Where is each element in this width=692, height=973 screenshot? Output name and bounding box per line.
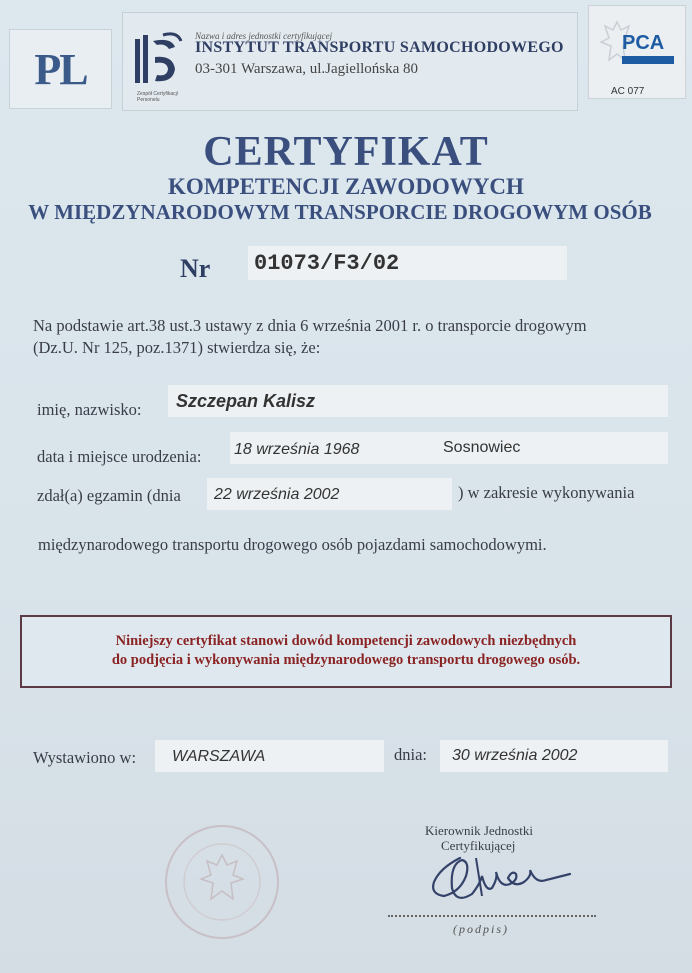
official-stamp-icon [163, 823, 281, 941]
institute-caption: Nazwa i adres jednostki certyfikującej [195, 31, 333, 41]
number-value: 01073/F3/02 [254, 251, 400, 276]
name-field [168, 385, 668, 417]
intro-line-1: Na podstawie art.38 ust.3 ustawy z dnia 6 września 2001 r. o transporcie drogowym [33, 316, 587, 335]
signature-line [388, 915, 596, 917]
intro-line-2: (Dz.U. Nr 125, poz.1371) stwierdza się, że: [33, 338, 321, 357]
its-logo-icon [133, 31, 183, 89]
pca-bar [622, 56, 674, 64]
institute-address: 03-301 Warszawa, ul.Jagiellońska 80 [195, 61, 419, 77]
pca-code: AC 077 [611, 86, 645, 97]
issued-place-value: WARSZAWA [172, 748, 266, 765]
issued-date-value: 30 września 2002 [452, 747, 578, 764]
pca-box [588, 5, 686, 99]
certificate-title: CERTYFIKAT [203, 129, 489, 175]
pl-logo: PL [34, 44, 87, 94]
pl-logo-box [9, 29, 112, 109]
institute-name: INSTYTUT TRANSPORTU SAMOCHODOWEGO [195, 39, 564, 56]
pca-logo: PCA [622, 32, 665, 54]
exam-label: zdał(a) egzamin (dnia [37, 486, 181, 505]
birth-place: Sosnowiec [443, 439, 521, 456]
exam-suffix: ) w zakresie wykonywania [458, 483, 635, 502]
number-label: Nr [180, 254, 211, 283]
issued-place-field [155, 740, 384, 772]
name-value: Szczepan Kalisz [176, 391, 316, 411]
its-caption: Zespół Certyfikacji Personelu [137, 91, 178, 103]
issued-date-field [440, 740, 668, 772]
exam-date: 22 września 2002 [214, 486, 340, 503]
birth-label: data i miejsce urodzenia: [37, 447, 202, 466]
name-label: imię, nazwisko: [37, 400, 142, 419]
signature-caption: (podpis) [453, 922, 509, 936]
birth-field [230, 432, 668, 464]
handwritten-signature [420, 848, 590, 910]
certificate-subtitle-1: KOMPETENCJI ZAWODOWYCH [168, 174, 524, 199]
certificate-subtitle-2: W MIĘDZYNARODOWYM TRANSPORCIE DROGOWYM OSÓB [28, 200, 652, 224]
notice-line-1: Niniejszy certyfikat stanowi dowód kompetencji zawodowych niezbędnych [115, 633, 577, 649]
issued-place-label: Wystawiono w: [33, 748, 137, 767]
signature-label-1: Kierownik Jednostki [425, 823, 533, 838]
notice-line-2: do podjęcia i wykonywania międzynarodowego transportu drogowego osób. [111, 652, 581, 668]
issued-date-label: dnia: [394, 745, 427, 764]
scope-line: międzynarodowego transportu drogowego osób pojazdami samochodowymi. [38, 535, 547, 554]
notice-text [22, 632, 670, 670]
birth-date: 18 września 1968 [234, 441, 360, 458]
number-field [248, 246, 567, 280]
notice-box [20, 615, 672, 688]
institute-box [122, 12, 578, 111]
exam-field [207, 478, 452, 510]
signature-label-2: Certyfikującej [441, 838, 516, 853]
